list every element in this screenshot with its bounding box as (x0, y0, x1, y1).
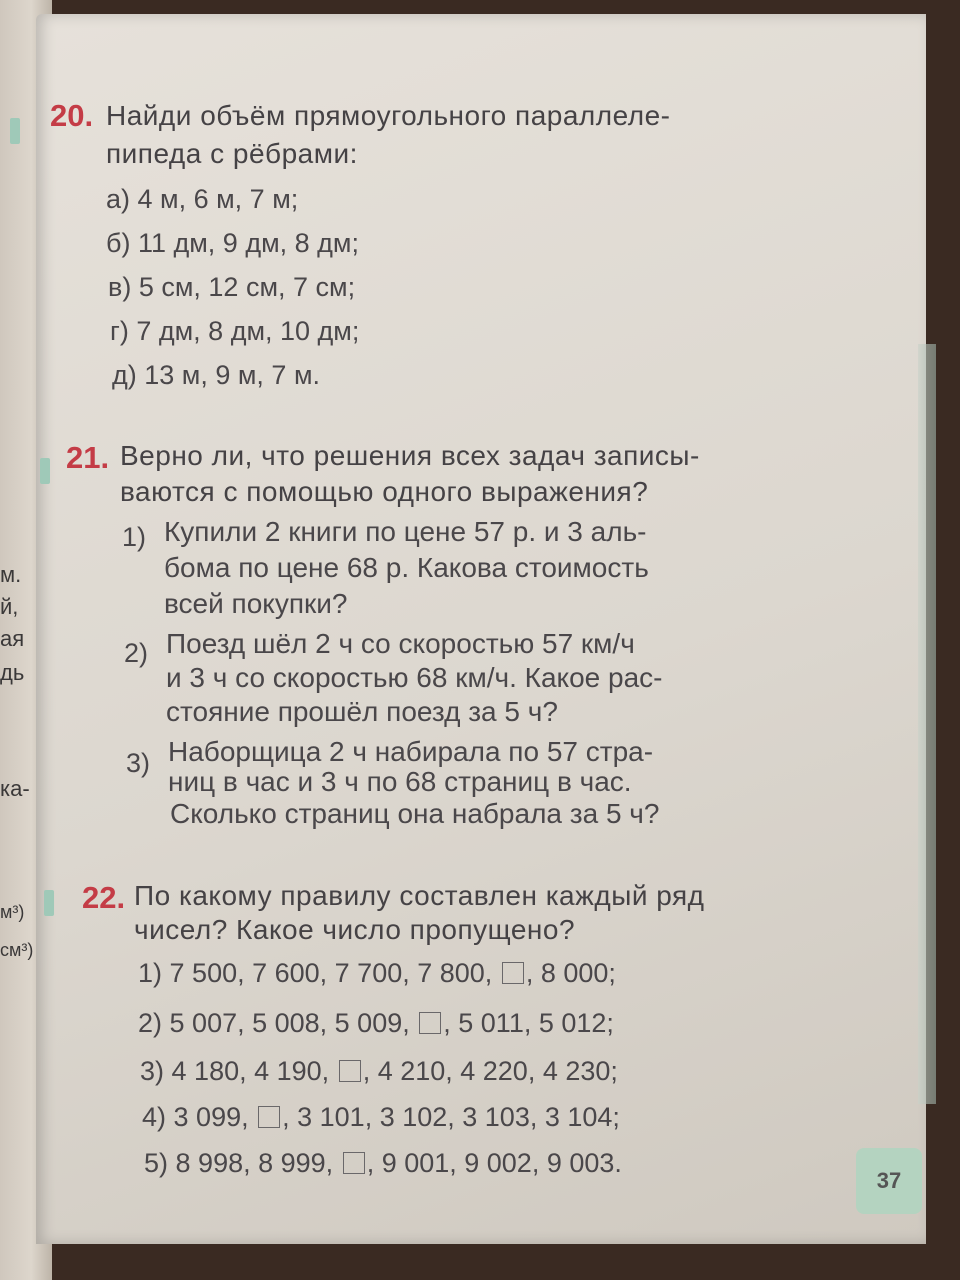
task-20-item: а) 4 м, 6 м, 7 м; (106, 184, 299, 214)
row-label: 5) (144, 1148, 169, 1178)
page-number: 37 (856, 1148, 922, 1214)
blank-box-icon (502, 962, 524, 984)
problem-line: стояние прошёл поезд за 5 ч? (166, 696, 558, 727)
task-21-number: 21. (66, 440, 110, 475)
blank-box-icon (343, 1152, 365, 1174)
sequence-row (138, 958, 616, 989)
left-fragment: м³) (0, 902, 25, 922)
row-numbers-before: 8 998, 8 999, (175, 1148, 334, 1178)
row-numbers-after: , 3 101, 3 102, 3 103, 3 104; (282, 1102, 620, 1132)
task-20-item: б) 11 дм, 9 дм, 8 дм; (106, 228, 359, 258)
row-numbers-before: 5 007, 5 008, 5 009, (169, 1008, 410, 1038)
left-fragment: дь (0, 660, 25, 685)
row-numbers-after: , 4 210, 4 220, 4 230; (362, 1056, 618, 1086)
problem-label: 2) (124, 638, 149, 668)
sequence-row (140, 1056, 618, 1087)
row-label: 2) (138, 1008, 163, 1038)
task-21-line: ваются с помощью одного выражения? (120, 476, 649, 507)
row-numbers-after: , 9 001, 9 002, 9 003. (366, 1148, 622, 1178)
task-marker (10, 118, 20, 144)
task-20-number: 20. (50, 98, 94, 133)
task-22-line: чисел? Какое число пропущено? (134, 914, 576, 945)
left-fragment: м. (0, 562, 22, 587)
row-numbers-after: , 5 011, 5 012; (443, 1008, 614, 1038)
problem-line: Купили 2 книги по цене 57 р. и 3 аль- (164, 516, 647, 547)
problem-line: бома по цене 68 р. Какова стоимость (164, 552, 649, 583)
left-fragment: ая (0, 626, 25, 651)
problem-line: ниц в час и 3 ч по 68 страниц в час. (168, 766, 632, 797)
task-20-item: г) 7 дм, 8 дм, 10 дм; (110, 316, 360, 346)
sequence-row (142, 1102, 620, 1133)
task-marker (40, 458, 50, 484)
problem-line: всей покупки? (164, 588, 348, 619)
task-20-item: д) 13 м, 9 м, 7 м. (112, 360, 321, 390)
task-22-number: 22. (82, 880, 126, 915)
row-label: 4) (142, 1102, 167, 1132)
blank-box-icon (419, 1012, 441, 1034)
row-numbers-before: 4 180, 4 190, (171, 1056, 330, 1086)
blank-box-icon (258, 1106, 280, 1128)
row-numbers-before: 3 099, (173, 1102, 249, 1132)
task-20-line: пипеда с рёбрами: (106, 138, 358, 169)
left-fragment: см³) (0, 940, 34, 960)
left-fragment: ка- (0, 776, 30, 801)
row-numbers-before: 7 500, 7 600, 7 700, 7 800, (169, 958, 493, 988)
task-marker (44, 890, 54, 916)
task-20-line: Найди объём прямоугольного параллеле- (106, 100, 671, 131)
problem-line: Наборщица 2 ч набирала по 57 стра- (168, 736, 654, 767)
blank-box-icon (339, 1060, 361, 1082)
task-22-line: По какому правилу составлен каждый ряд (134, 880, 705, 911)
page-edge (918, 344, 936, 1104)
sequence-row (138, 1008, 614, 1039)
row-label: 3) (140, 1056, 165, 1086)
task-21-line: Верно ли, что решения всех задач записы- (120, 440, 700, 471)
row-label: 1) (138, 958, 163, 988)
problem-label: 1) (122, 522, 147, 552)
sequence-row (144, 1148, 622, 1179)
problem-line: Сколько страниц она набрала за 5 ч? (170, 798, 660, 829)
left-fragment: й, (0, 594, 19, 619)
task-20-item: в) 5 см, 12 см, 7 см; (108, 272, 356, 302)
problem-label: 3) (126, 748, 151, 778)
textbook-page (36, 14, 926, 1244)
row-numbers-after: , 8 000; (525, 958, 616, 988)
problem-line: и 3 ч со скоростью 68 км/ч. Какое рас- (166, 662, 663, 693)
problem-line: Поезд шёл 2 ч со скоростью 57 км/ч (166, 628, 635, 659)
